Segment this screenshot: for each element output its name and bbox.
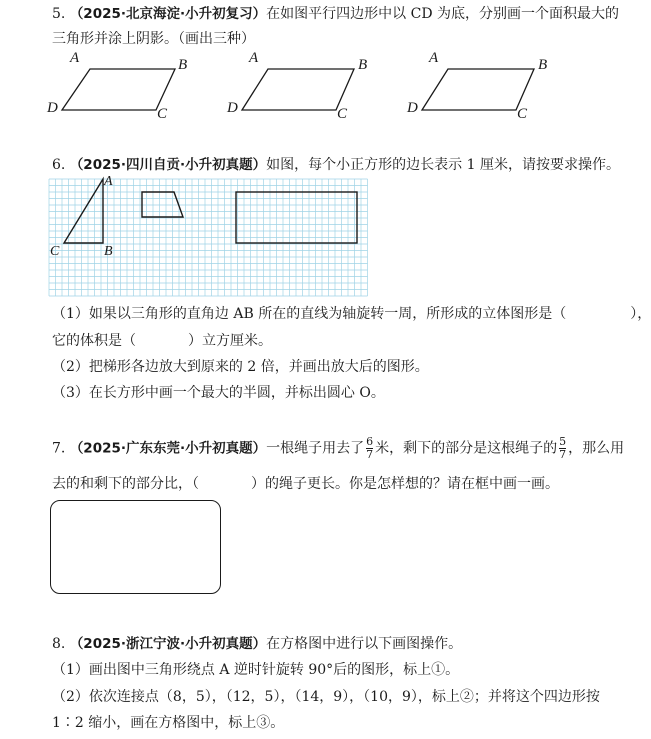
vertex-label-a: A	[70, 50, 80, 66]
vertex-label-a: A	[429, 50, 439, 66]
q7-line2	[52, 473, 559, 493]
question-source: （2025·北京海淀·小升初复习）	[69, 6, 267, 22]
vertex-label-b: B	[358, 57, 368, 73]
right-triangle	[64, 179, 103, 243]
q6-sub1-line2	[52, 330, 272, 350]
question-number: 5.	[52, 6, 66, 22]
q7-line1	[52, 436, 624, 461]
q8-sub2-line2: 1∶2 缩小，画在方格图中，标上③。	[52, 715, 285, 731]
vertex-label-b: B	[538, 57, 548, 73]
q8-sub2: （2）依次连接点（8，5），（12，5），（14，9），（10，9），标上②；并将这个四边形按	[52, 689, 600, 705]
vertex-label-c: C	[517, 106, 528, 122]
vertex-label-c: C	[50, 244, 60, 259]
vertex-label-b: B	[178, 57, 188, 73]
grid-lines	[49, 179, 368, 296]
vertex-label-a: A	[249, 50, 259, 66]
question-source: （2025·四川自贡·小升初真题）	[69, 157, 267, 173]
q6-sub3: （3）在长方形中画一个最大的半圆，并标出圆心 O。	[52, 385, 385, 401]
q6-sub2: （2）把梯形各边放大到原来的 2 倍，并画出放大后的图形。	[52, 359, 429, 375]
question-number: 8.	[52, 636, 66, 652]
q8-sub1: （1）画出图中三角形绕点 A 逆时针旋转 90°后的图形，标上①。	[52, 662, 460, 678]
trapezoid	[142, 192, 183, 217]
q6-sub1-line1	[52, 303, 651, 323]
sub-question-text: ）立方厘米。	[188, 333, 272, 349]
q8-header	[52, 632, 462, 653]
question-text: 在如图平行四边形中以 CD 为底，分别画一个面积最大的	[266, 6, 619, 22]
question-text: 在方格图中进行以下画图操作。	[266, 636, 463, 652]
question-source: （2025·浙江宁波·小升初真题）	[69, 636, 267, 652]
question-text: 去的和剩下的部分比，（	[52, 476, 199, 492]
sub-question-text: （1）如果以三角形的直角边 AB 所在的直线为轴旋转一周，所形成的立体图形是（	[52, 306, 567, 322]
q7-drawing-box[interactable]	[50, 500, 221, 594]
vertex-label-c: C	[337, 106, 348, 122]
question-number: 7.	[52, 440, 66, 457]
sub-question-text: ），	[630, 306, 651, 322]
vertex-label-d: D	[47, 100, 58, 116]
rectangle	[236, 192, 357, 243]
sub-question-text: 它的体积是（	[52, 333, 136, 349]
question-text: ）的绳子更长。你是怎样想的？请在框中画一画。	[251, 476, 559, 492]
fraction-six-sevenths: $\frac{6}{7}$	[366, 435, 374, 461]
vertex-label-c: C	[157, 106, 168, 122]
question-text: 一根绳子用去了	[266, 440, 365, 457]
question-text: 如图，每个小正方形的边长表示 1 厘米，请按要求操作。	[266, 157, 620, 173]
vertex-label-a: A	[104, 174, 113, 189]
vertex-label-b: B	[104, 244, 113, 259]
question-number: 6.	[52, 157, 66, 173]
vertex-label-d: D	[227, 100, 238, 116]
fraction-five-sevenths: $\frac{5}{7}$	[559, 435, 567, 461]
question-source: （2025·广东东莞·小升初真题）	[69, 440, 267, 457]
q5-text-line2: 三角形并涂上阴影。（画出三种）	[52, 31, 255, 47]
question-text: 米，剩下的部分是这根绳子的	[375, 440, 558, 457]
question-text: ，那么用	[568, 440, 625, 457]
vertex-label-d: D	[407, 100, 418, 116]
